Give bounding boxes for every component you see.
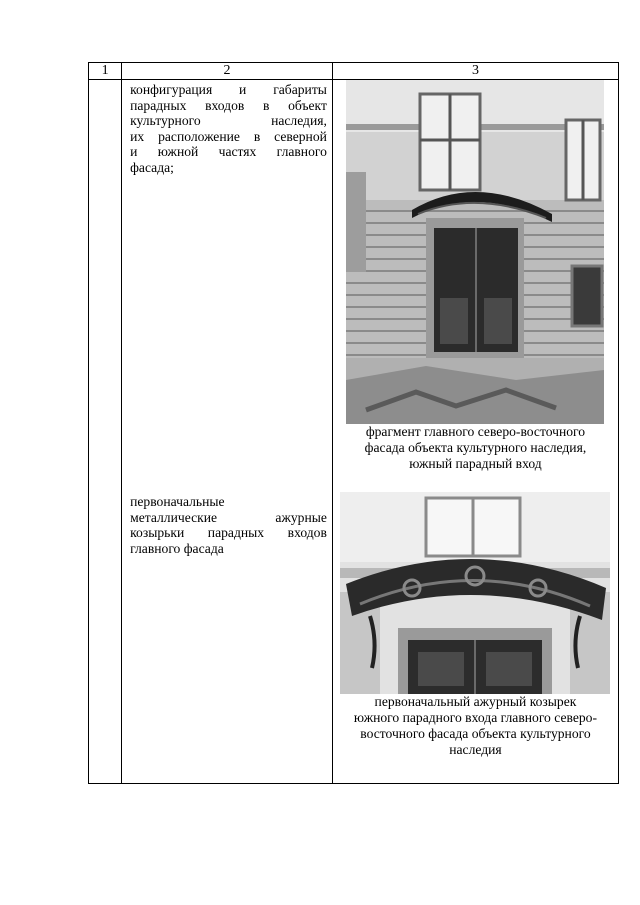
row2-caption-line: восточного фасада объекта культурного xyxy=(360,726,591,741)
iron-canopy-photo-icon xyxy=(340,492,610,694)
row2-line: первоначальные xyxy=(130,494,225,509)
number-cell xyxy=(89,80,122,784)
row2-line: металлические ажурные xyxy=(130,509,327,525)
row1-line: культурного наследия, xyxy=(130,113,327,129)
row1-line: парадных входов в объект xyxy=(130,97,327,113)
description-cell xyxy=(122,80,333,784)
row1-line: и южной частях главного xyxy=(130,144,327,160)
row2-line: главного фасада xyxy=(130,540,224,556)
row1-caption xyxy=(333,424,618,472)
row1-line: их расположение в северной xyxy=(130,128,327,144)
row2-line: козырьки парадных входов xyxy=(130,525,327,541)
row2-description xyxy=(122,492,332,556)
heritage-table xyxy=(88,62,619,784)
table-header-row xyxy=(89,63,619,80)
building-entrance-photo-icon xyxy=(346,80,604,424)
table-body-row xyxy=(89,80,619,784)
column-header-3: 3 xyxy=(332,63,618,80)
photo-cell xyxy=(332,80,618,784)
row1-caption-line: южный парадный вход xyxy=(409,456,542,471)
row2-caption-line: наследия xyxy=(449,742,502,757)
row1-caption-line: фрагмент главного северо-восточного xyxy=(365,424,586,439)
column-header-2: 2 xyxy=(122,63,333,80)
row1-description xyxy=(122,80,332,176)
row1-caption-line: фасада объекта культурного наследия, xyxy=(364,440,587,455)
column-header-1: 1 xyxy=(89,63,122,80)
row1-line: фасада; xyxy=(130,159,174,175)
row2-caption-line: южного парадного входа главного северо- xyxy=(353,710,597,725)
row2-caption-line: первоначальный ажурный козырек xyxy=(374,694,577,709)
row2-caption xyxy=(333,694,618,758)
row1-line: конфигурация и габариты xyxy=(130,82,327,97)
